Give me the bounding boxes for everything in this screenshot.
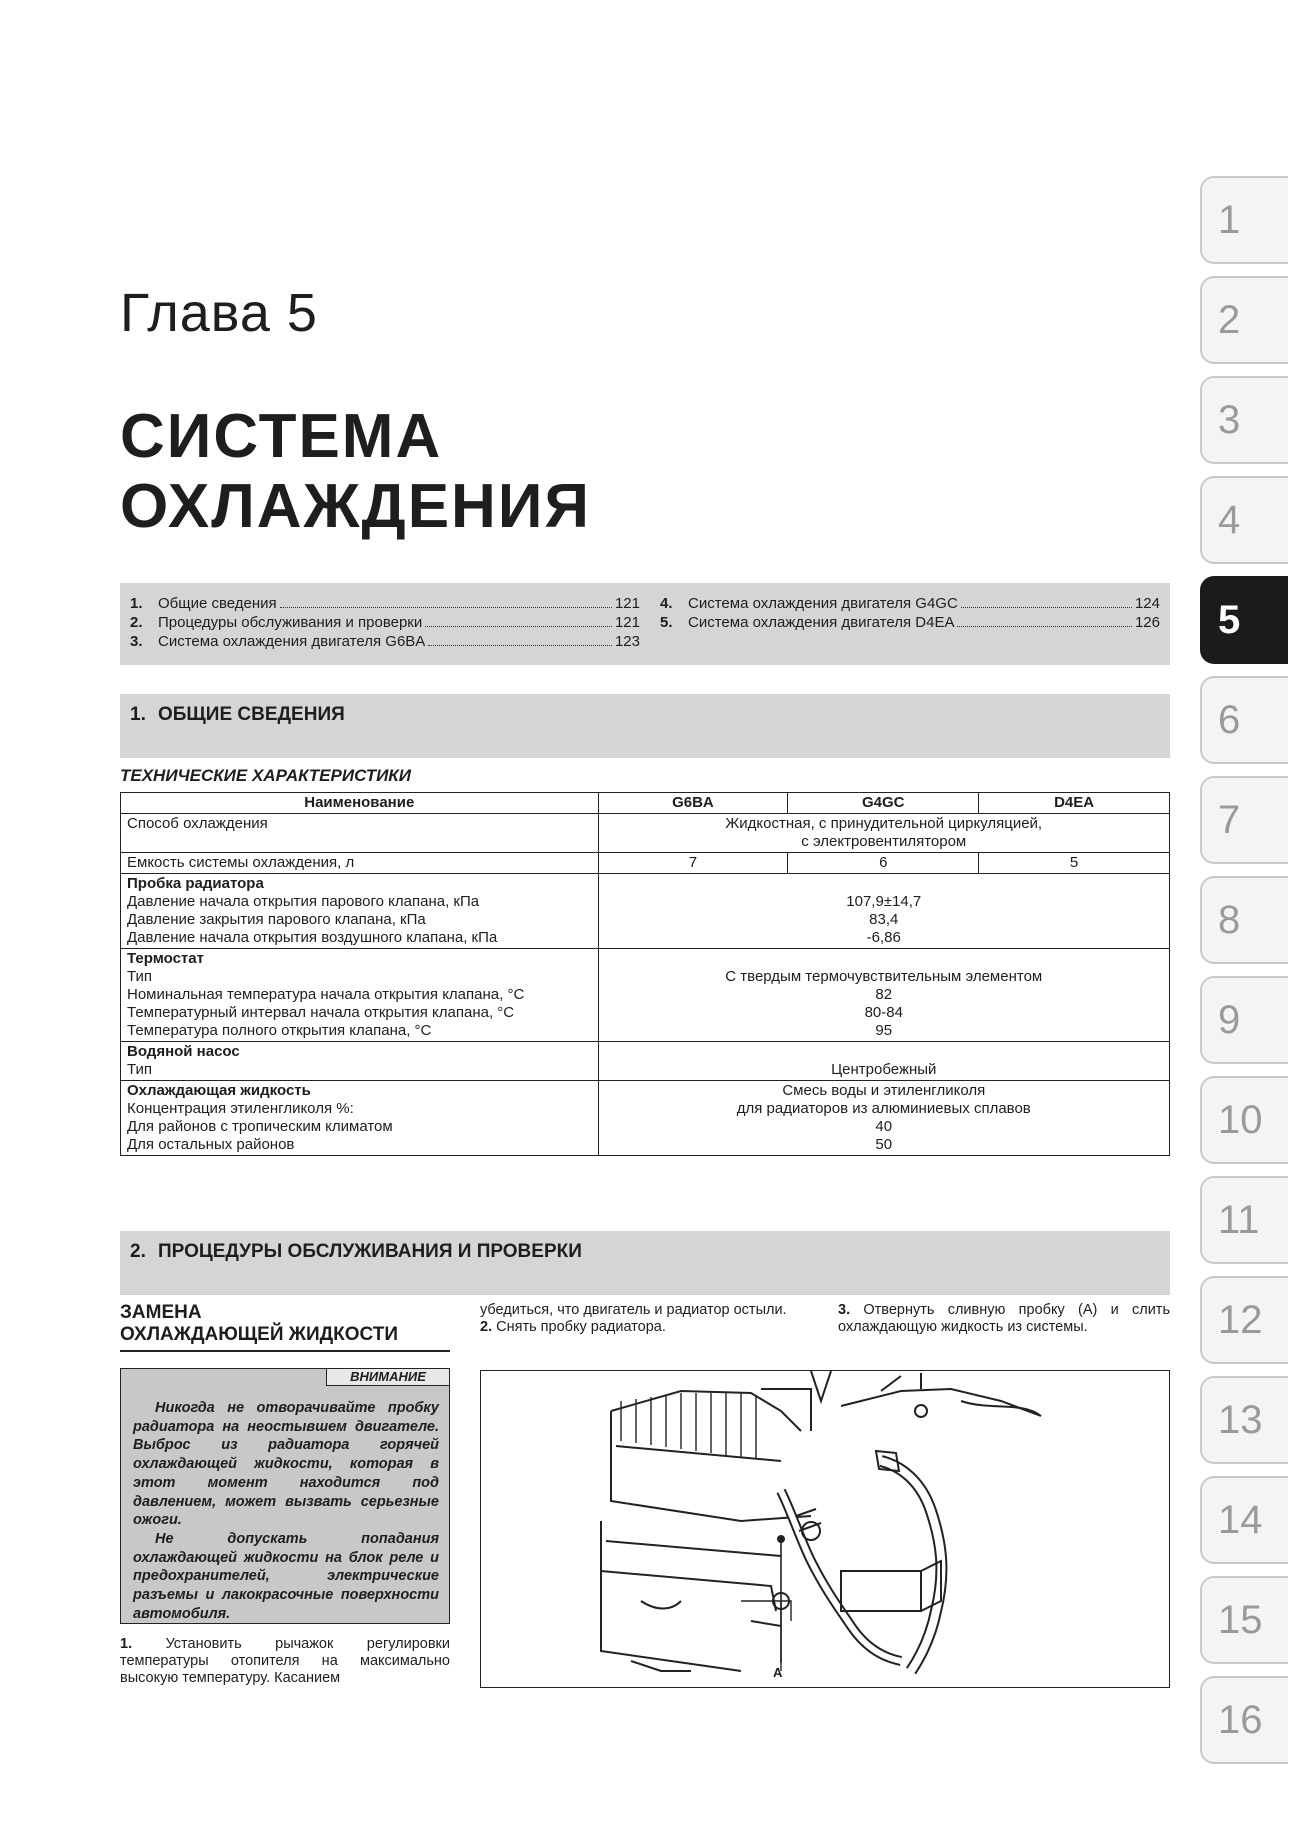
- header-g4gc: G4GC: [788, 793, 979, 814]
- group-title: Охлаждающая жидкость: [127, 1082, 311, 1099]
- section-number: 1.: [130, 704, 146, 725]
- toc-leader: [428, 633, 612, 646]
- chapter-tab-1[interactable]: 1: [1200, 176, 1288, 264]
- param-label: Концентрация этиленгликоля %:: [127, 1100, 354, 1117]
- chapter-tab-10[interactable]: 10: [1200, 1076, 1288, 1164]
- chapter-tab-13[interactable]: 13: [1200, 1376, 1288, 1464]
- section-number: 2.: [130, 1241, 146, 1262]
- table-row: [121, 949, 1170, 1042]
- continued-text: убедиться, что двигатель и радиатор остыли.: [480, 1302, 787, 1318]
- step-text: Отвернуть сливную пробку (A) и слить охлаждающую жидкость из системы.: [838, 1302, 1170, 1335]
- chapter-tab-6[interactable]: 6: [1200, 676, 1288, 764]
- step-1: [120, 1636, 450, 1687]
- row-value: [598, 1042, 1169, 1081]
- param-value: Центробежный: [831, 1061, 937, 1078]
- chapter-tab-4[interactable]: 4: [1200, 476, 1288, 564]
- title-line-2: ОХЛАЖДЕНИЯ: [120, 472, 591, 541]
- header-g6ba: G6BA: [598, 793, 788, 814]
- heading-underline: [120, 1350, 450, 1352]
- chapter-tab-8[interactable]: 8: [1200, 876, 1288, 964]
- toc-title: Система охлаждения двигателя D4EA: [688, 614, 955, 631]
- subsection-heading-line: ОХЛАЖДАЮЩЕЙ ЖИДКОСТИ: [120, 1324, 399, 1345]
- param-label: Температура полного открытия клапана, °С: [127, 1022, 432, 1039]
- subsection-heading-line: ЗАМЕНА: [120, 1302, 202, 1323]
- spec-table: [120, 792, 1170, 1156]
- toc-leader: [957, 614, 1132, 627]
- group-title: Термостат: [127, 950, 204, 967]
- param-label: Для районов с тропическим климатом: [127, 1118, 393, 1135]
- spec-heading: ТЕХНИЧЕСКИЕ ХАРАКТЕРИСТИКИ: [120, 766, 411, 785]
- row-value: [598, 814, 1169, 853]
- toc-page: 126: [1134, 614, 1160, 631]
- table-of-contents: [120, 583, 1170, 665]
- param-value: С твердым термочувствительным элементом: [725, 968, 1043, 985]
- toc-item[interactable]: [130, 633, 640, 650]
- step-3: [838, 1302, 1170, 1336]
- group-title: Водяной насос: [127, 1043, 240, 1060]
- value-g6ba: 7: [598, 853, 788, 874]
- section-heading-maintenance: [120, 1231, 1170, 1295]
- param-value: Смесь воды и этиленгликоля: [782, 1082, 986, 1099]
- toc-number: 1.: [130, 595, 143, 612]
- row-label: [121, 949, 599, 1042]
- table-row: [121, 1081, 1170, 1156]
- table-row: [121, 874, 1170, 949]
- row-value: [598, 949, 1169, 1042]
- toc-number: 5.: [660, 614, 673, 631]
- toc-item[interactable]: [130, 614, 640, 631]
- header-d4ea: D4EA: [979, 793, 1170, 814]
- chapter-tab-12[interactable]: 12: [1200, 1276, 1288, 1364]
- toc-title: Процедуры обслуживания и проверки: [158, 614, 423, 631]
- param-value: 80-84: [864, 1004, 903, 1021]
- chapter-tab-9[interactable]: 9: [1200, 976, 1288, 1064]
- toc-number: 2.: [130, 614, 143, 631]
- value-d4ea: 5: [979, 853, 1170, 874]
- toc-number: 4.: [660, 595, 673, 612]
- section-title: ПРОЦЕДУРЫ ОБСЛУЖИВАНИЯ И ПРОВЕРКИ: [158, 1241, 582, 1262]
- warning-text: Никогда не отворачивайте пробку радиатора на неостывшем двигателе. Выброс из радиатора горячей охлаждающей жидкости, которая в этот момент находится под давлением, может вызвать серьезные ожоги.: [133, 1400, 439, 1529]
- toc-item[interactable]: [660, 595, 1160, 612]
- param-label: Давление начала открытия парового клапана, кПа: [127, 893, 480, 910]
- step-number: 2.: [480, 1319, 493, 1335]
- chapter-tab-5[interactable]: 5: [1200, 576, 1288, 664]
- step-number: 1.: [120, 1636, 133, 1652]
- row-value: [598, 874, 1169, 949]
- table-row: [121, 1042, 1170, 1081]
- value-line: Жидкостная, с принудительной циркуляцией,: [725, 815, 1043, 832]
- radiator-drain-illustration: [480, 1370, 1170, 1688]
- row-label: Способ охлаждения: [121, 814, 599, 853]
- warning-box: [120, 1368, 450, 1624]
- param-label: Номинальная температура начала открытия клапана, °С: [127, 986, 525, 1003]
- table-header-row: [121, 793, 1170, 814]
- param-value: -6,86: [866, 929, 901, 946]
- toc-item[interactable]: [130, 595, 640, 612]
- chapter-tab-7[interactable]: 7: [1200, 776, 1288, 864]
- row-label: Емкость системы охлаждения, л: [121, 853, 599, 874]
- chapter-tab-15[interactable]: 15: [1200, 1576, 1288, 1664]
- toc-item[interactable]: [660, 614, 1160, 631]
- toc-leader: [425, 614, 612, 627]
- step-text: Снять пробку радиатора.: [496, 1319, 666, 1335]
- header-name: Наименование: [121, 793, 599, 814]
- param-label: Давление начала открытия воздушного клапана, кПа: [127, 929, 498, 946]
- warning-label: ВНИМАНИЕ: [326, 1368, 450, 1386]
- toc-leader: [280, 595, 612, 608]
- param-label: Температурный интервал начала открытия клапана, °С: [127, 1004, 515, 1021]
- toc-page: 123: [614, 633, 640, 650]
- param-value: 82: [875, 986, 893, 1003]
- param-value: для радиаторов из алюминиевых сплавов: [736, 1100, 1031, 1117]
- row-label: [121, 874, 599, 949]
- toc-page: 124: [1134, 595, 1160, 612]
- group-title: Пробка радиатора: [127, 875, 264, 892]
- param-value: 83,4: [869, 911, 899, 928]
- chapter-tab-16[interactable]: 16: [1200, 1676, 1288, 1764]
- table-row: [121, 814, 1170, 853]
- param-value: 95: [875, 1022, 893, 1039]
- table-row: [121, 853, 1170, 874]
- param-label: Тип: [127, 1061, 153, 1078]
- toc-page: 121: [614, 614, 640, 631]
- toc-number: 3.: [130, 633, 143, 650]
- chapter-label: Глава 5: [120, 283, 318, 343]
- param-value: 40: [875, 1118, 893, 1135]
- param-value: 50: [875, 1136, 893, 1153]
- column-2-text: [480, 1302, 810, 1336]
- value-line: с электровентилятором: [801, 833, 967, 850]
- warning-text: Не допускать попадания охлаждающей жидкости на блок реле и предохранителей, электрические разъемы и лакокрасочные поверхности автомобиля.: [133, 1530, 439, 1622]
- chapter-tab-11[interactable]: 11: [1200, 1176, 1288, 1264]
- step-text: Установить рычажок регулировки температуры отопителя на максимально высокую температуру. Касанием: [120, 1636, 450, 1686]
- value-g4gc: 6: [788, 853, 979, 874]
- param-value: 107,9±14,7: [846, 893, 922, 910]
- row-label: [121, 1081, 599, 1156]
- step-2: [480, 1319, 810, 1336]
- toc-leader: [961, 595, 1132, 608]
- toc-title: Система охлаждения двигателя G4GC: [688, 595, 958, 612]
- figure-label-a: A: [773, 1665, 783, 1680]
- param-label: Давление закрытия парового клапана, кПа: [127, 911, 426, 928]
- row-value: [598, 1081, 1169, 1156]
- toc-page: 121: [614, 595, 640, 612]
- title-line-1: СИСТЕМА: [120, 402, 443, 471]
- chapter-tab-2[interactable]: 2: [1200, 276, 1288, 364]
- chapter-tab-3[interactable]: 3: [1200, 376, 1288, 464]
- toc-title: Общие сведения: [158, 595, 277, 612]
- param-label: Для остальных районов: [127, 1136, 295, 1153]
- section-heading-general: [120, 694, 1170, 758]
- page-title: [120, 402, 591, 542]
- row-label: [121, 1042, 599, 1081]
- engine-drawing: [481, 1371, 1168, 1686]
- param-label: Тип: [127, 968, 153, 985]
- subsection-heading: [120, 1302, 398, 1346]
- step-number: 3.: [838, 1302, 851, 1318]
- chapter-tab-14[interactable]: 14: [1200, 1476, 1288, 1564]
- toc-title: Система охлаждения двигателя G6BA: [158, 633, 426, 650]
- section-title: ОБЩИЕ СВЕДЕНИЯ: [158, 704, 345, 725]
